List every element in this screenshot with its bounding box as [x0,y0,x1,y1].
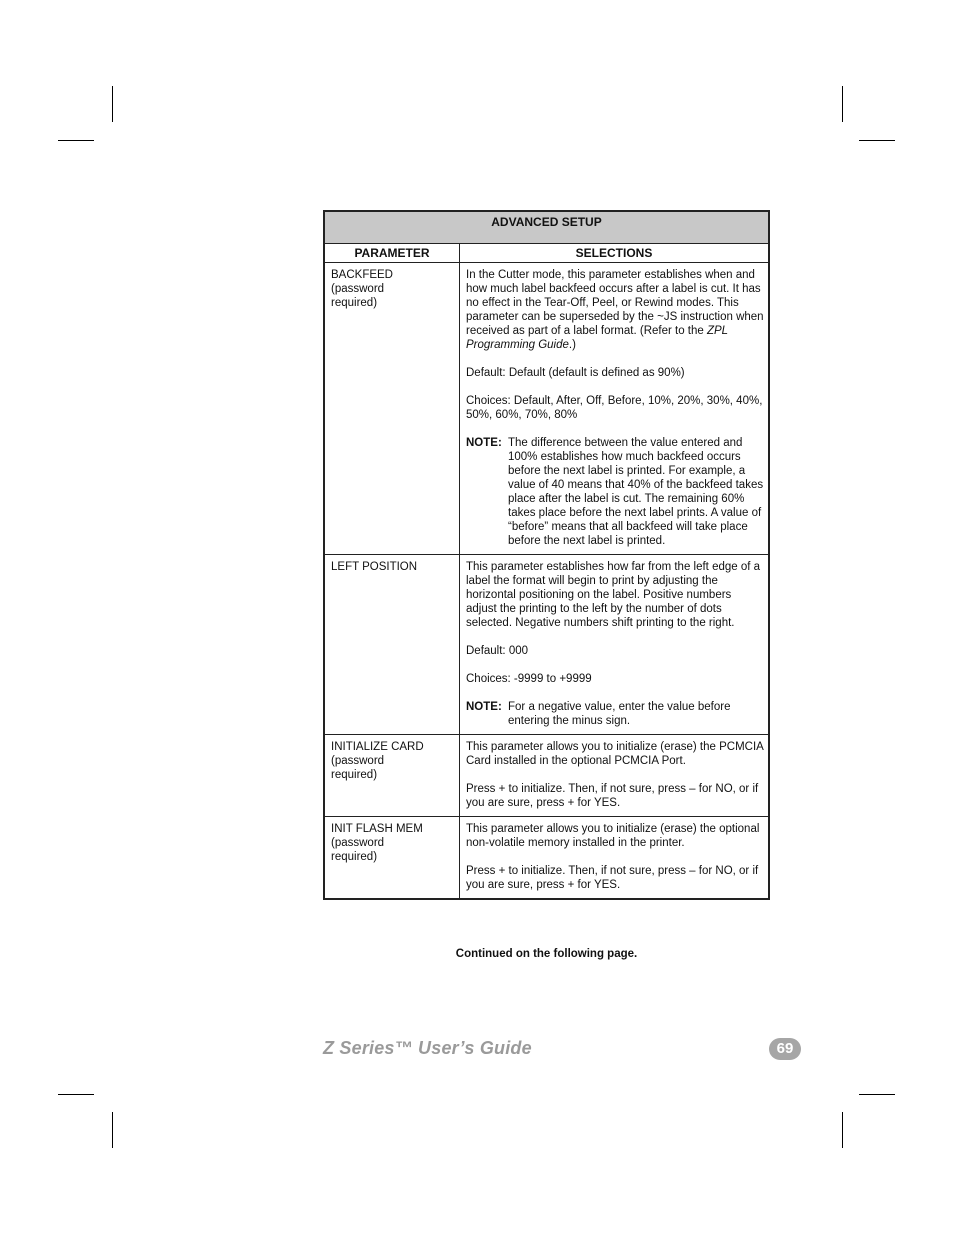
description: This parameter allows you to initialize (erase) the PCMCIA Card installed in the optional PCMCIA Port. [466,741,764,767]
column-header-selections: SELECTIONS [460,244,770,263]
note-text: For a negative value, enter the value before entering the minus sign. [508,701,731,727]
choices: Choices: -9999 to +9999 [466,673,592,685]
parameter-qualifier: (password [331,755,385,767]
table-row [324,735,769,817]
parameter-qualifier: (password [331,837,385,849]
parameter-label: BACKFEED [331,269,393,281]
table-row [324,555,769,735]
parameter-label: LEFT POSITION [331,561,418,573]
crop-mark [112,1112,113,1148]
description: This parameter establishes how far from the left edge of a label the format will begin to print by adjusting the horizontal positioning on the label. Positive numbers adjust the printing to the left by the number of dots selected. Negative numbers shift printing to the right. [466,561,761,629]
parameter-name [324,817,460,900]
advanced-setup-table [323,210,770,900]
default-value: Default: Default (default is defined as 90%) [466,367,685,379]
parameter-name [324,263,460,555]
note-label: NOTE [466,437,498,449]
note: NOTE: The difference between the value entered and 100% establishes how much backfeed occurs before the next label is printed. For example, a value of 40 means that 40% of the backfeed takes place after the label is cut. The remaining 60% takes place before the next label prints. A value of “before” means that all backfeed will take place before the next label is printed. [466,437,764,547]
table-row [324,263,769,555]
crop-mark [842,1112,843,1148]
parameter-label: INIT FLASH MEM [331,823,423,835]
choices: Choices: Default, After, Off, Before, 10%, 20%, 30%, 40%, 50%, 60%, 70%, 80% [466,395,763,421]
parameter-label: INITIALIZE CARD [331,741,424,753]
crop-mark [859,1094,895,1095]
instructions: Press + to initialize. Then, if not sure, press – for NO, or if you are sure, press + for YES. [466,783,759,809]
crop-mark [859,140,895,141]
reference-title: ZPL Programming Guide [466,325,728,351]
note-text: The difference between the value entered and 100% establishes how much backfeed occurs before the next label is printed. For example, a value of 40 means that 40% of the backfeed takes place after the label is cut. The remaining 60% takes place before the next label prints. A value of “before” means that all backfeed will take place before the next label is printed. [508,437,764,547]
parameter-qualifier: required) [331,851,378,863]
description: This parameter allows you to initialize (erase) the optional non-volatile memory installed in the printer. [466,823,760,849]
selections-cell [460,555,770,735]
parameter-qualifier: (password [331,283,385,295]
parameter-name [324,555,460,735]
note-label: NOTE [466,701,498,713]
selections-cell [460,817,770,900]
footer-title: Z Series™ User’s Guide [323,1038,532,1058]
continued-notice: Continued on the following page. [455,948,638,960]
default-value: Default: 000 [466,645,529,657]
parameter-qualifier: required) [331,769,378,781]
table-row [324,817,769,900]
crop-mark [842,86,843,122]
parameter-name [324,735,460,817]
selections-cell [460,735,770,817]
table-title: ADVANCED SETUP [324,211,769,244]
column-header-parameter: PARAMETER [324,244,460,263]
crop-mark [112,86,113,122]
instructions: Press + to initialize. Then, if not sure, press – for NO, or if you are sure, press + for YES. [466,865,759,891]
crop-mark [58,1094,94,1095]
selections-cell [460,263,770,555]
page-number-badge: 69 [769,1038,801,1060]
note: NOTE: For a negative value, enter the value before entering the minus sign. [466,700,764,728]
description: In the Cutter mode, this parameter establishes when and how much label backfeed occurs after a label is cut. It has no effect in the Tear-Off, Peel, or Rewind modes. This parameter can be superseded by the ~JS instruction when received as part of a label format. (Refer to the ZPL Programming Guide.) [466,269,764,351]
crop-mark [58,140,94,141]
parameter-qualifier: required) [331,297,378,309]
